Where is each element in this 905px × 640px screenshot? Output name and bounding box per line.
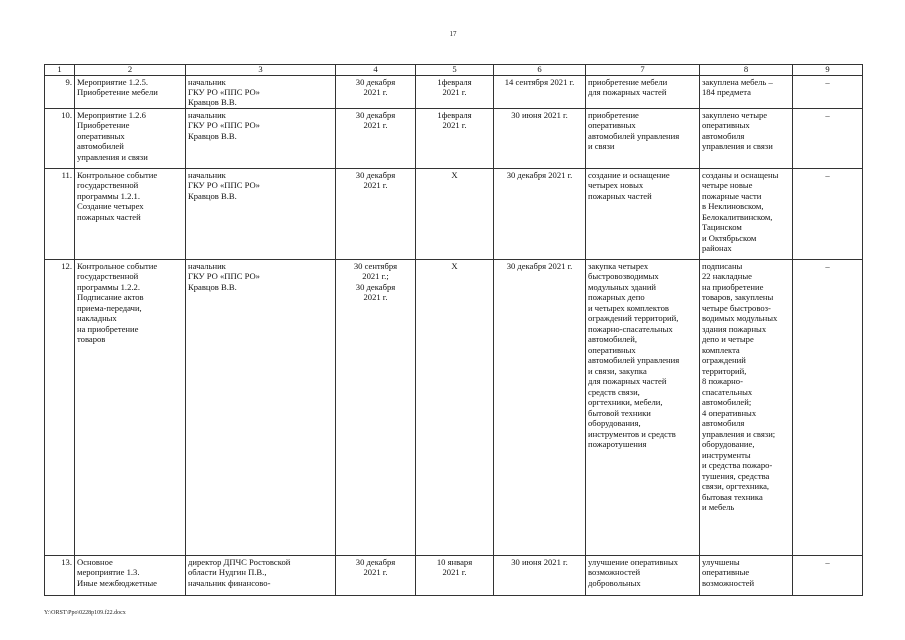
- column-number: 2: [75, 65, 186, 76]
- event-name: Основное мероприятие 1.3. Иные межбюджетные: [75, 556, 186, 596]
- row-number: 12.: [45, 260, 75, 556]
- end-date: 30 декабря 2021 г.: [494, 169, 586, 260]
- expected-result: улучшение оперативных возможностей добровольных: [586, 556, 700, 596]
- event-name: Мероприятие 1.2.6 Приобретение оперативных автомобилей управления и связи: [75, 109, 186, 169]
- file-path-footer: Y:\ORST\Ppo\0228p109.f22.docx: [44, 610, 126, 616]
- row-number: 9.: [45, 76, 75, 109]
- planned-date: 30 декабря 2021 г.: [336, 109, 416, 169]
- row-number: 13.: [45, 556, 75, 596]
- expected-result: закупка четырех быстровозводимых модульных зданий пожарных депо и четырех комплектов ограждений территорий, пожарно-спасательных автомобилей, оперативных автомобилей управления и связи, закупка для пожарных частей средств связи, оргтехники, мебели, бытовой техники оборудования, инструментов и средств пожаротушения: [586, 260, 700, 556]
- note-cell: –: [793, 169, 863, 260]
- responsible-person: начальник ГКУ РО «ППС РО» Кравцов В.В.: [186, 76, 336, 109]
- planned-date: 30 декабря 2021 г.: [336, 76, 416, 109]
- column-number-row: [45, 65, 863, 76]
- actual-result: закуплено четыре оперативных автомобиля управления и связи: [700, 109, 793, 169]
- row-number: 11.: [45, 169, 75, 260]
- responsible-person: начальник ГКУ РО «ППС РО» Кравцов В.В.: [186, 169, 336, 260]
- end-date: 14 сентября 2021 г.: [494, 76, 586, 109]
- planned-date: 30 декабря 2021 г.: [336, 556, 416, 596]
- column-number: 8: [700, 65, 793, 76]
- expected-result: создание и оснащение четырех новых пожарных частей: [586, 169, 700, 260]
- planned-date: 30 декабря 2021 г.: [336, 169, 416, 260]
- start-date: 1февраля 2021 г.: [416, 109, 494, 169]
- column-number: 5: [416, 65, 494, 76]
- table-row: [45, 260, 863, 556]
- page-number: 17: [449, 30, 457, 38]
- note-cell: –: [793, 109, 863, 169]
- responsible-person: начальник ГКУ РО «ППС РО» Кравцов В.В.: [186, 109, 336, 169]
- table-row: [45, 169, 863, 260]
- column-number: 3: [186, 65, 336, 76]
- column-number: 6: [494, 65, 586, 76]
- expected-result: приобретение оперативных автомобилей управления и связи: [586, 109, 700, 169]
- responsible-person: директор ДПЧС Ростовской области Нудгин П.В., начальник финансово-: [186, 556, 336, 596]
- column-number: 4: [336, 65, 416, 76]
- event-name: Контрольное событие государственной программы 1.2.1. Создание четырех пожарных частей: [75, 169, 186, 260]
- note-cell: –: [793, 260, 863, 556]
- responsible-person: начальник ГКУ РО «ППС РО» Кравцов В.В.: [186, 260, 336, 556]
- table-row: [45, 109, 863, 169]
- start-date: Х: [416, 260, 494, 556]
- actual-result: закуплена мебель – 184 предмета: [700, 76, 793, 109]
- column-number: 9: [793, 65, 863, 76]
- start-date: 1февраля 2021 г.: [416, 76, 494, 109]
- end-date: 30 июня 2021 г.: [494, 109, 586, 169]
- actual-result: созданы и оснащены четыре новые пожарные части в Неклиновском, Белокалитвинском, Тацинском и Октябрьском районах: [700, 169, 793, 260]
- report-table: [44, 64, 863, 596]
- event-name: Мероприятие 1.2.5. Приобретение мебели: [75, 76, 186, 109]
- note-cell: –: [793, 76, 863, 109]
- start-date: 10 января 2021 г.: [416, 556, 494, 596]
- actual-result: улучшены оперативные возможностей: [700, 556, 793, 596]
- row-number: 10.: [45, 109, 75, 169]
- column-number: 1: [45, 65, 75, 76]
- end-date: 30 декабря 2021 г.: [494, 260, 586, 556]
- table-row: [45, 76, 863, 109]
- column-number: 7: [586, 65, 700, 76]
- table-row: [45, 556, 863, 596]
- event-name: Контрольное событие государственной программы 1.2.2. Подписание актов приема-передачи, накладных на приобретение товаров: [75, 260, 186, 556]
- note-cell: –: [793, 556, 863, 596]
- actual-result: подписаны 22 накладные на приобретение товаров, закуплены четыре быстровоз- водимых модульных здания пожарных депо и четыре комплекта ограждений территорий, 8 пожарно- спасательных автомобилей; 4 оперативных автомобиля управления и связи; оборудование, инструменты и средства пожаро- тушения, средства связи, оргтехника, бытовая техника и мебель: [700, 260, 793, 556]
- expected-result: приобретение мебели для пожарных частей: [586, 76, 700, 109]
- start-date: Х: [416, 169, 494, 260]
- end-date: 30 июня 2021 г.: [494, 556, 586, 596]
- planned-date: 30 сентября 2021 г.; 30 декабря 2021 г.: [336, 260, 416, 556]
